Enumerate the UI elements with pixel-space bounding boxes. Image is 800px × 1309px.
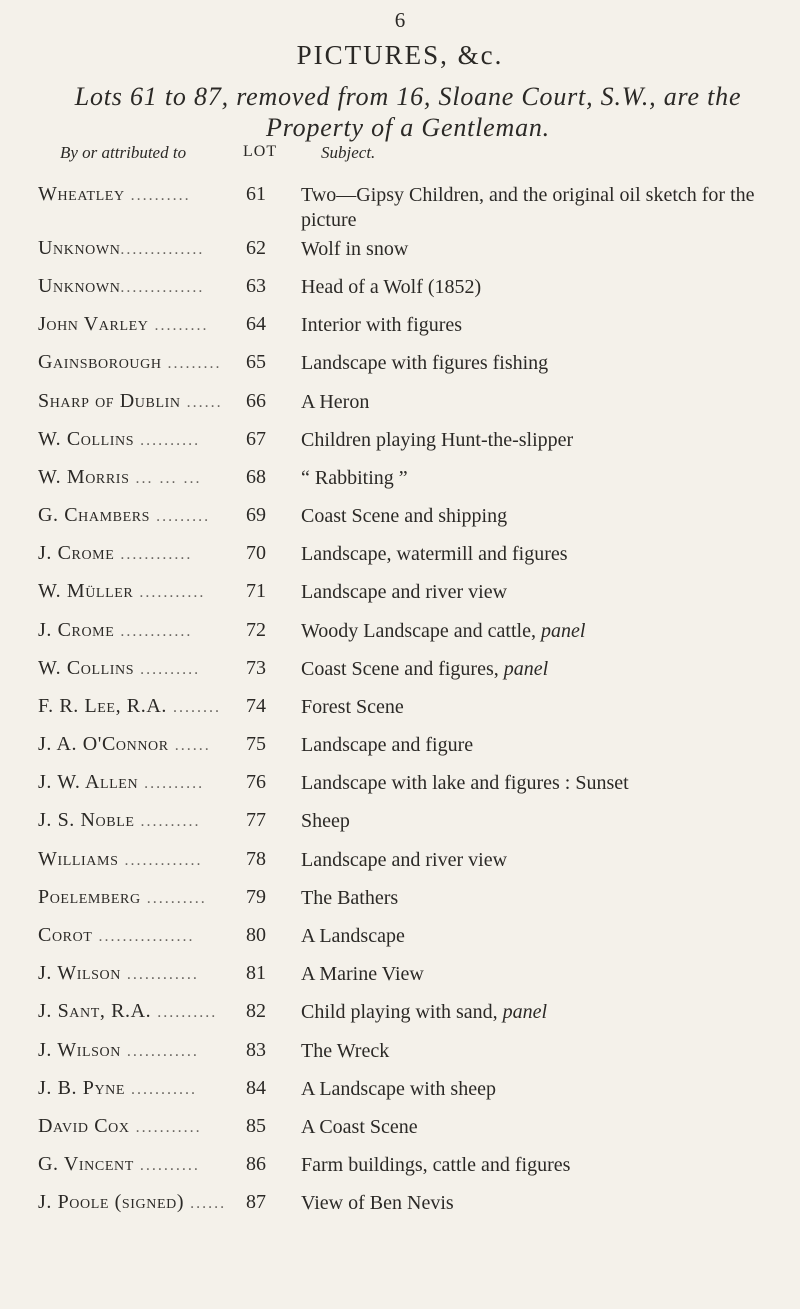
dot-leader: ............ xyxy=(114,546,193,563)
subject-text: A Coast Scene xyxy=(301,1116,418,1138)
lot-artist xyxy=(38,1077,258,1100)
lot-number: 64 xyxy=(246,313,266,335)
dot-leader: .............. xyxy=(120,241,205,258)
lot-artist xyxy=(38,275,258,298)
dot-leader: .......... xyxy=(140,890,207,907)
list-item xyxy=(0,580,800,610)
list-item xyxy=(0,542,800,572)
subject-text: Wolf in snow xyxy=(301,238,409,260)
lot-subject xyxy=(301,390,781,415)
artist-name: G. Chambers xyxy=(38,504,151,526)
lot-artist xyxy=(38,428,258,451)
list-item xyxy=(0,1077,800,1107)
lot-artist xyxy=(38,183,258,206)
dot-leader: .......... xyxy=(134,813,201,830)
lot-artist xyxy=(38,886,258,909)
artist-name: G. Vincent xyxy=(38,1153,134,1175)
lot-subject xyxy=(301,237,781,262)
lot-artist xyxy=(38,504,258,527)
artist-name: J. Poole (signed) xyxy=(38,1191,185,1213)
dot-leader: .......... xyxy=(151,1004,218,1021)
subject-text: The Wreck xyxy=(301,1040,390,1062)
lot-number: 71 xyxy=(246,580,266,602)
page-number: 6 xyxy=(394,8,406,32)
lot-artist xyxy=(38,809,258,832)
lot-subject xyxy=(301,962,781,987)
artist-column-header: By or attributed to xyxy=(60,143,187,162)
lot-number: 63 xyxy=(246,275,266,297)
list-item xyxy=(0,1039,800,1069)
artist-name: Gainsborough xyxy=(38,351,162,373)
lot-number: 83 xyxy=(246,1039,266,1061)
artist-name: J. A. O'Connor xyxy=(38,733,169,755)
lot-artist xyxy=(38,466,258,489)
dot-leader: ... ... ... xyxy=(129,470,202,487)
dot-leader: ...... xyxy=(168,737,211,754)
lot-artist xyxy=(38,924,258,947)
list-item xyxy=(0,695,800,725)
list-item xyxy=(0,771,800,801)
artist-name: W. Morris xyxy=(38,466,130,488)
lot-artist xyxy=(38,695,258,718)
list-item xyxy=(0,466,800,496)
lot-number: 62 xyxy=(246,237,266,259)
artist-name: Unknown xyxy=(38,275,121,297)
dot-leader: ........ xyxy=(166,699,221,716)
dot-leader: ............ xyxy=(120,966,199,983)
subject-text: Landscape, watermill and figures xyxy=(301,543,568,565)
lot-number: 82 xyxy=(246,1000,266,1022)
lot-subject xyxy=(301,466,781,491)
dot-leader: ...... xyxy=(180,394,223,411)
subject-medium: panel xyxy=(502,1001,548,1023)
page-subheading: Lots 61 to 87, removed from 16, Sloane Court, S.W., are the Property of a Gentleman. xyxy=(74,82,742,142)
dot-leader: ........... xyxy=(133,584,206,601)
lot-number: 66 xyxy=(246,390,266,412)
lot-artist xyxy=(38,580,258,603)
lot-subject xyxy=(301,619,781,644)
lot-number: 72 xyxy=(246,619,266,641)
list-item xyxy=(0,390,800,420)
list-item xyxy=(0,428,800,458)
dot-leader: ......... xyxy=(161,355,222,372)
list-item xyxy=(0,1115,800,1145)
subject-text: Two—Gipsy Children, and the original oil sketch for the picture xyxy=(301,184,755,231)
list-item xyxy=(0,504,800,534)
lot-subject xyxy=(301,1039,781,1064)
lot-number: 73 xyxy=(246,657,266,679)
artist-name: Poelemberg xyxy=(38,886,141,908)
list-item xyxy=(0,809,800,839)
artist-name: W. Collins xyxy=(38,428,135,450)
lot-subject xyxy=(301,542,781,567)
artist-name: J. S. Noble xyxy=(38,809,135,831)
lot-number: 78 xyxy=(246,848,266,870)
dot-leader: ................ xyxy=(92,928,195,945)
lot-subject xyxy=(301,183,781,233)
dot-leader: ........... xyxy=(129,1119,202,1136)
dot-leader: ...... xyxy=(184,1195,227,1212)
lot-subject xyxy=(301,733,781,758)
lot-number: 75 xyxy=(246,733,266,755)
lot-number: 87 xyxy=(246,1191,266,1213)
dot-leader: .......... xyxy=(134,432,201,449)
page-heading: PICTURES, &c. xyxy=(296,40,504,70)
list-item xyxy=(0,924,800,954)
lot-number: 61 xyxy=(246,183,266,205)
lot-artist xyxy=(38,390,258,413)
artist-name: Wheatley xyxy=(38,183,125,205)
artist-name: J. Crome xyxy=(38,619,115,641)
lot-subject xyxy=(301,580,781,605)
subject-text: A Landscape xyxy=(301,925,405,947)
subject-text: Landscape and figure xyxy=(301,734,474,756)
subject-text: Farm buildings, cattle and figures xyxy=(301,1154,571,1176)
subject-text: Child playing with sand, xyxy=(301,1001,503,1023)
lot-artist xyxy=(38,733,258,756)
list-item xyxy=(0,733,800,763)
dot-leader: ........... xyxy=(125,1081,198,1098)
dot-leader: .......... xyxy=(134,661,201,678)
lot-artist xyxy=(38,351,258,374)
artist-name: W. Müller xyxy=(38,580,134,602)
subject-text: Head of a Wolf (1852) xyxy=(301,276,482,298)
lot-subject xyxy=(301,924,781,949)
lot-number: 69 xyxy=(246,504,266,526)
lot-subject xyxy=(301,504,781,529)
lot-subject xyxy=(301,695,781,720)
subject-text: View of Ben Nevis xyxy=(301,1192,454,1214)
subject-medium: panel xyxy=(503,658,549,680)
lot-number: 84 xyxy=(246,1077,266,1099)
lot-artist xyxy=(38,313,258,336)
artist-name: J. Crome xyxy=(38,542,115,564)
dot-leader: ............ xyxy=(120,1043,199,1060)
subject-medium: panel xyxy=(540,620,586,642)
artist-name: F. R. Lee, R.A. xyxy=(38,695,167,717)
list-item xyxy=(0,619,800,649)
lot-subject xyxy=(301,1153,781,1178)
subject-text: A Marine View xyxy=(301,963,424,985)
lot-number: 70 xyxy=(246,542,266,564)
subject-text: Forest Scene xyxy=(301,696,404,718)
lot-subject xyxy=(301,771,781,796)
dot-leader: ............ xyxy=(114,623,193,640)
list-item xyxy=(0,1000,800,1030)
list-item xyxy=(0,351,800,381)
lot-number: 86 xyxy=(246,1153,266,1175)
dot-leader: .............. xyxy=(120,279,205,296)
lot-subject xyxy=(301,428,781,453)
lot-subject xyxy=(301,1191,781,1216)
lot-subject xyxy=(301,313,781,338)
lot-number: 81 xyxy=(246,962,266,984)
subject-text: Children playing Hunt-the-slipper xyxy=(301,429,574,451)
lot-number: 65 xyxy=(246,351,266,373)
lot-subject xyxy=(301,886,781,911)
artist-name: J. Wilson xyxy=(38,962,121,984)
artist-name: J. W. Allen xyxy=(38,771,139,793)
lot-number: 80 xyxy=(246,924,266,946)
dot-leader: ............. xyxy=(118,852,203,869)
lot-artist xyxy=(38,848,258,871)
subject-text: Landscape with lake and figures : Sunset xyxy=(301,772,629,794)
subject-text: Coast Scene and shipping xyxy=(301,505,508,527)
lot-number: 77 xyxy=(246,809,266,831)
column-headers xyxy=(0,143,800,167)
lot-subject xyxy=(301,1000,781,1025)
lot-number: 79 xyxy=(246,886,266,908)
artist-name: Corot xyxy=(38,924,93,946)
list-item xyxy=(0,848,800,878)
lot-subject xyxy=(301,657,781,682)
subject-text: Interior with figures xyxy=(301,314,463,336)
lot-column-header: LOT xyxy=(243,143,278,160)
list-item xyxy=(0,657,800,687)
lot-number: 67 xyxy=(246,428,266,450)
dot-leader: .......... xyxy=(124,187,191,204)
lot-artist xyxy=(38,1115,258,1138)
artist-name: J. B. Pyne xyxy=(38,1077,126,1099)
subject-text: A Heron xyxy=(301,391,370,413)
artist-name: David Cox xyxy=(38,1115,130,1137)
dot-leader: ......... xyxy=(148,317,209,334)
lot-number: 85 xyxy=(246,1115,266,1137)
lot-artist xyxy=(38,771,258,794)
lot-number: 68 xyxy=(246,466,266,488)
list-item xyxy=(0,962,800,992)
lot-subject xyxy=(301,848,781,873)
artist-name: J. Sant, R.A. xyxy=(38,1000,152,1022)
subject-text: Coast Scene and figures, xyxy=(301,658,504,680)
lot-number: 76 xyxy=(246,771,266,793)
lot-artist xyxy=(38,542,258,565)
lot-artist xyxy=(38,1039,258,1062)
subject-text: Landscape with figures fishing xyxy=(301,352,549,374)
lot-subject xyxy=(301,1077,781,1102)
list-item xyxy=(0,183,800,231)
artist-name: John Varley xyxy=(38,313,149,335)
lot-number: 74 xyxy=(246,695,266,717)
list-item xyxy=(0,313,800,343)
lot-subject xyxy=(301,275,781,300)
lot-artist xyxy=(38,657,258,680)
list-item xyxy=(0,1153,800,1183)
lot-artist xyxy=(38,1153,258,1176)
lot-artist xyxy=(38,237,258,260)
subject-text: A Landscape with sheep xyxy=(301,1078,496,1100)
subject-column-header: Subject. xyxy=(321,143,376,162)
dot-leader: ......... xyxy=(150,508,211,525)
lot-artist xyxy=(38,619,258,642)
lot-subject xyxy=(301,809,781,834)
subject-text: Landscape and river view xyxy=(301,849,508,871)
list-item xyxy=(0,237,800,267)
artist-name: J. Wilson xyxy=(38,1039,121,1061)
list-item xyxy=(0,886,800,916)
artist-name: Unknown xyxy=(38,237,121,259)
lot-artist xyxy=(38,1000,258,1023)
subject-text: Woody Landscape and cattle, xyxy=(301,620,541,642)
artist-name: Williams xyxy=(38,848,119,870)
lot-artist xyxy=(38,1191,258,1214)
lot-subject xyxy=(301,351,781,376)
subject-text: Sheep xyxy=(301,810,350,832)
artist-name: W. Collins xyxy=(38,657,135,679)
subject-text: The Bathers xyxy=(301,887,399,909)
list-item xyxy=(0,275,800,305)
subject-text: Landscape and river view xyxy=(301,581,508,603)
dot-leader: .......... xyxy=(133,1157,200,1174)
dot-leader: .......... xyxy=(138,775,205,792)
list-item xyxy=(0,1191,800,1221)
lot-subject xyxy=(301,1115,781,1140)
subject-text: “ Rabbiting ” xyxy=(301,467,408,489)
artist-name: Sharp of Dublin xyxy=(38,390,181,412)
lot-artist xyxy=(38,962,258,985)
